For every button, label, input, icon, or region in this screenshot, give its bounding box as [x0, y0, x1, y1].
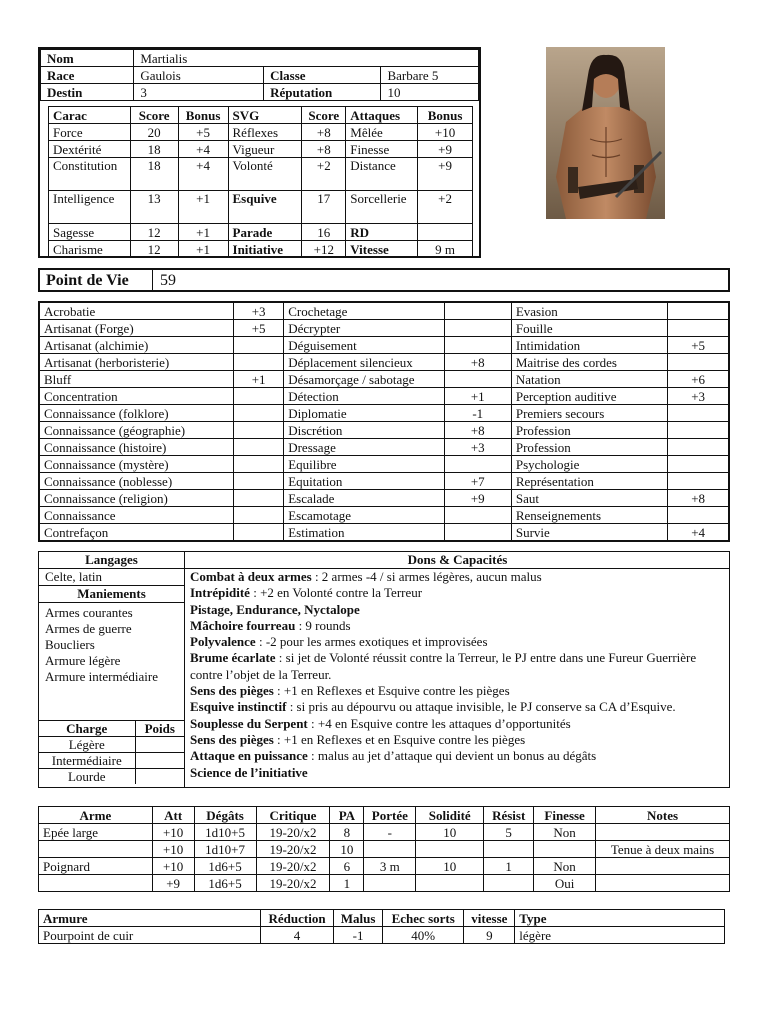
skill-row [39, 405, 729, 422]
carac-bonus: +1 [178, 241, 228, 258]
skill-name: Représentation [511, 473, 667, 490]
skill-value: +4 [668, 524, 729, 542]
weapon-cell: 10 [416, 824, 484, 841]
skill-name: Déguisement [284, 337, 444, 354]
carac-name: Force [49, 124, 131, 141]
stats-row [49, 224, 473, 241]
skill-value [444, 320, 511, 337]
charge-level: Légère [39, 737, 135, 753]
svg-score: +8 [302, 141, 346, 158]
weapon-cell: 19-20/x2 [256, 858, 330, 875]
skill-value: +9 [444, 490, 511, 507]
skill-value [444, 507, 511, 524]
carac-name: Sagesse [49, 224, 131, 241]
skill-value [668, 456, 729, 473]
armor-header: Réduction [260, 910, 333, 927]
skill-value [234, 422, 284, 439]
svg-score: 17 [302, 191, 346, 224]
weapon-cell: 5 [484, 824, 534, 841]
weapon-cell [416, 875, 484, 892]
skill-value: +5 [668, 337, 729, 354]
armor-cell: Pourpoint de cuir [39, 927, 261, 944]
skill-name: Estimation [284, 524, 444, 542]
weapon-cell: 1d10+7 [194, 841, 256, 858]
feat-name: Intrépidité [190, 585, 250, 601]
attack-bonus: +10 [418, 124, 473, 141]
feat-item [185, 683, 730, 699]
armor-header: vitesse [464, 910, 515, 927]
hit-points-value: 59 [160, 272, 176, 289]
carac-score: 12 [130, 241, 178, 258]
skill-value: +3 [444, 439, 511, 456]
weapon-header: Finesse [534, 807, 596, 824]
skill-name: Dressage [284, 439, 444, 456]
feat-description: : si jet de Volonté réussit contre la Terreur, le PJ entre dans une Fureur Guerrière contre l’objet de la Terreur. [190, 650, 697, 682]
weapon-row [39, 875, 730, 892]
armor-cell: 9 [464, 927, 515, 944]
stats-table [48, 106, 473, 258]
skill-name: Artisanat (alchimie) [39, 337, 234, 354]
svg-score: 16 [302, 224, 346, 241]
charge-level: Lourde [39, 769, 135, 785]
armor-cell: 4 [260, 927, 333, 944]
weapon-cell: +10 [152, 858, 194, 875]
skill-row [39, 490, 729, 507]
armor-header: Type [515, 910, 725, 927]
carac-bonus: +4 [178, 158, 228, 191]
skill-name: Artisanat (Forge) [39, 320, 234, 337]
nom-label: Nom [41, 50, 134, 67]
skill-row [39, 320, 729, 337]
reputation-value: 10 [381, 84, 479, 101]
weapon-cell: 1 [330, 875, 364, 892]
attack-bonus: 9 m [418, 241, 473, 258]
weapon-cell [534, 841, 596, 858]
weapon-cell [416, 841, 484, 858]
feats-header: Dons & Capacités [185, 552, 730, 569]
armor-cell: 40% [383, 927, 464, 944]
skill-value [234, 507, 284, 524]
skill-value [668, 473, 729, 490]
poids-header: Poids [135, 721, 184, 737]
skill-row [39, 422, 729, 439]
skill-value: -1 [444, 405, 511, 422]
charge-weight [135, 737, 184, 753]
weapon-row [39, 858, 730, 875]
weapon-cell: +9 [152, 875, 194, 892]
skill-value [668, 320, 729, 337]
svg-score: +8 [302, 124, 346, 141]
attack-name: Finesse [346, 141, 418, 158]
weapon-cell [484, 841, 534, 858]
feats-list [185, 569, 730, 781]
attack-bonus: +9 [418, 158, 473, 191]
svg-name: Parade [228, 224, 302, 241]
skill-value [444, 524, 511, 542]
weapon-cell [39, 841, 153, 858]
destin-label: Destin [41, 84, 134, 101]
hit-points-label: Point de Vie [46, 272, 129, 289]
stats-header: Score [302, 107, 346, 124]
skill-name: Psychologie [511, 456, 667, 473]
languages-column [39, 552, 185, 787]
skill-value: +3 [234, 302, 284, 320]
stats-header: Bonus [418, 107, 473, 124]
skills-table [38, 301, 730, 542]
stats-header: Carac [49, 107, 131, 124]
carac-score: 20 [130, 124, 178, 141]
skill-name: Evasion [511, 302, 667, 320]
armor-header: Echec sorts [383, 910, 464, 927]
skill-name: Escalade [284, 490, 444, 507]
maniement-item: Boucliers [45, 637, 95, 652]
skill-name: Natation [511, 371, 667, 388]
skill-value [234, 524, 284, 542]
stats-row [49, 124, 473, 141]
attack-name: Sorcellerie [346, 191, 418, 224]
classe-label: Classe [264, 67, 381, 84]
skill-name: Concentration [39, 388, 234, 405]
stats-header: SVG [228, 107, 302, 124]
weapon-row [39, 841, 730, 858]
skill-name: Saut [511, 490, 667, 507]
attack-name: Vitesse [346, 241, 418, 258]
feat-name: Pistage, Endurance, Nyctalope [190, 601, 360, 617]
carac-name: Dextérité [49, 141, 131, 158]
character-portrait [546, 47, 665, 219]
identity-block [38, 47, 481, 258]
svg-score: +2 [302, 158, 346, 191]
weapon-header: Solidité [416, 807, 484, 824]
skill-name: Connaissance (religion) [39, 490, 234, 507]
weapon-cell [484, 875, 534, 892]
skill-name: Bluff [39, 371, 234, 388]
skill-name: Connaissance (histoire) [39, 439, 234, 456]
svg-name: Esquive [228, 191, 302, 224]
weapon-cell [596, 824, 730, 841]
feat-item [185, 618, 730, 634]
attack-bonus [418, 224, 473, 241]
carac-bonus: +1 [178, 224, 228, 241]
feat-item [185, 569, 730, 585]
charge-header: Charge [39, 721, 135, 737]
weapon-cell: Poignard [39, 858, 153, 875]
feat-name: Esquive instinctif [190, 699, 287, 715]
weapon-cell: 1d6+5 [194, 858, 256, 875]
skill-name: Profession [511, 439, 667, 456]
feat-description: : +4 en Esquive contre les attaques d’opportunités [307, 715, 571, 731]
feat-description: : +1 en Reflexes et en Esquive contre les pièges [273, 731, 526, 747]
skill-name: Diplomatie [284, 405, 444, 422]
weapons-table [38, 806, 730, 892]
skill-value: +3 [668, 388, 729, 405]
armor-header: Armure [39, 910, 261, 927]
skill-value [668, 507, 729, 524]
weapon-cell: Non [534, 824, 596, 841]
stats-row [49, 191, 473, 224]
weapon-header: Portée [364, 807, 416, 824]
charge-weight [135, 769, 184, 785]
skill-name: Connaissance (géographie) [39, 422, 234, 439]
skill-name: Premiers secours [511, 405, 667, 422]
skill-name: Connaissance (folklore) [39, 405, 234, 422]
race-label: Race [41, 67, 134, 84]
identity-table [40, 49, 479, 101]
weapon-cell: 19-20/x2 [256, 875, 330, 892]
weapon-cell: +10 [152, 824, 194, 841]
skill-name: Intimidation [511, 337, 667, 354]
weapon-header: PA [330, 807, 364, 824]
feats-column [185, 552, 730, 787]
hit-points-bar [38, 268, 730, 292]
stats-row [49, 241, 473, 258]
skill-value [668, 405, 729, 422]
weapon-cell: 10 [330, 841, 364, 858]
weapon-cell: 10 [416, 858, 484, 875]
feat-item [185, 699, 730, 715]
weapon-row [39, 824, 730, 841]
weapon-cell: 3 m [364, 858, 416, 875]
skill-name: Connaissance (mystère) [39, 456, 234, 473]
feat-name: Brume écarlate [190, 650, 276, 666]
skill-name: Désamorçage / sabotage [284, 371, 444, 388]
weapon-cell: 19-20/x2 [256, 824, 330, 841]
skill-name: Survie [511, 524, 667, 542]
attack-name: Distance [346, 158, 418, 191]
weapon-cell [596, 875, 730, 892]
languages-value: Celte, latin [39, 569, 184, 586]
skill-name: Contrefaçon [39, 524, 234, 542]
maniement-item: Armes de guerre [45, 621, 132, 636]
skill-row [39, 302, 729, 320]
weapon-cell: Tenue à deux mains [596, 841, 730, 858]
carac-score: 13 [130, 191, 178, 224]
feat-name: Mâchoire fourreau [190, 617, 296, 633]
skill-name: Maitrise des cordes [511, 354, 667, 371]
skill-value: +7 [444, 473, 511, 490]
maniements-header: Maniements [39, 586, 184, 603]
weapon-header: Arme [39, 807, 153, 824]
armor-table [38, 909, 725, 944]
carac-name: Constitution [49, 158, 131, 191]
skill-row [39, 439, 729, 456]
skill-value [234, 439, 284, 456]
carac-bonus: +1 [178, 191, 228, 224]
feat-name: Sens des pièges [190, 683, 274, 699]
carac-bonus: +4 [178, 141, 228, 158]
skill-value: +6 [668, 371, 729, 388]
skill-value [444, 456, 511, 473]
skill-value [444, 337, 511, 354]
skill-value [668, 422, 729, 439]
feat-name: Science de l’initiative [190, 764, 308, 780]
languages-feats-block [38, 551, 730, 788]
maniement-item: Armure intermédiaire [45, 669, 158, 684]
skill-name: Déplacement silencieux [284, 354, 444, 371]
stats-header: Bonus [178, 107, 228, 124]
armor-header: Malus [334, 910, 383, 927]
skill-row [39, 371, 729, 388]
feat-description: : si pris au dépourvu ou attaque invisible, le PJ conserve sa CA d’Esquive. [286, 699, 676, 715]
weapon-cell [596, 858, 730, 875]
feat-name: Polyvalence [190, 634, 256, 650]
skill-value: +1 [234, 371, 284, 388]
skill-row [39, 507, 729, 524]
skill-value [234, 490, 284, 507]
weapon-cell: Non [534, 858, 596, 875]
skill-row [39, 473, 729, 490]
feat-description: : malus au jet d’attaque qui devient un bonus au dégâts [307, 748, 597, 764]
feat-item [185, 765, 730, 781]
hit-points-divider [152, 270, 153, 290]
skill-value [234, 473, 284, 490]
skill-value [668, 302, 729, 320]
skill-name: Equilibre [284, 456, 444, 473]
attack-name: Mêlée [346, 124, 418, 141]
charge-weight [135, 753, 184, 769]
weapon-cell: Oui [534, 875, 596, 892]
skill-value [234, 405, 284, 422]
weapon-cell: 8 [330, 824, 364, 841]
carac-score: 18 [130, 141, 178, 158]
stats-header: Score [130, 107, 178, 124]
weapon-cell [364, 875, 416, 892]
skill-value: +8 [444, 422, 511, 439]
maniement-item: Armes courantes [45, 605, 133, 620]
reputation-label: Réputation [264, 84, 381, 101]
skill-value: +5 [234, 320, 284, 337]
weapon-cell: 19-20/x2 [256, 841, 330, 858]
svg-name: Initiative [228, 241, 302, 258]
feat-item [185, 634, 730, 650]
skill-name: Crochetage [284, 302, 444, 320]
skill-row [39, 337, 729, 354]
weapon-cell [39, 875, 153, 892]
stats-row [49, 141, 473, 158]
attack-bonus: +2 [418, 191, 473, 224]
feat-item [185, 732, 730, 748]
skill-name: Connaissance (noblesse) [39, 473, 234, 490]
skill-name: Perception auditive [511, 388, 667, 405]
skill-name: Escamotage [284, 507, 444, 524]
skill-row [39, 354, 729, 371]
carac-score: 18 [130, 158, 178, 191]
skill-name: Discrétion [284, 422, 444, 439]
skill-name: Fouille [511, 320, 667, 337]
skill-name: Profession [511, 422, 667, 439]
skill-name: Renseignements [511, 507, 667, 524]
maniement-item: Armure légère [45, 653, 121, 668]
feat-description: : 2 armes -4 / si armes légères, aucun malus [311, 569, 542, 584]
weapon-cell: 1 [484, 858, 534, 875]
languages-header: Langages [39, 552, 184, 569]
skill-name: Acrobatie [39, 302, 234, 320]
skill-name: Equitation [284, 473, 444, 490]
feat-description: : +2 en Volonté contre la Terreur [249, 585, 423, 601]
skill-name: Décrypter [284, 320, 444, 337]
feat-item [185, 585, 730, 601]
svg-name: Volonté [228, 158, 302, 191]
svg-name: Réflexes [228, 124, 302, 141]
skill-row [39, 388, 729, 405]
skill-name: Connaissance [39, 507, 234, 524]
skill-value: +1 [444, 388, 511, 405]
feat-item [185, 650, 730, 683]
destin-value: 3 [134, 84, 264, 101]
skill-value [444, 302, 511, 320]
svg-name: Vigueur [228, 141, 302, 158]
skill-row [39, 524, 729, 542]
carac-name: Charisme [49, 241, 131, 258]
carac-score: 12 [130, 224, 178, 241]
feat-name: Attaque en puissance [190, 748, 308, 764]
skill-value [234, 456, 284, 473]
skill-value [668, 354, 729, 371]
feat-name: Combat à deux armes [190, 569, 312, 584]
nom-value: Martialis [134, 50, 479, 67]
weapon-cell [364, 841, 416, 858]
feat-name: Souplesse du Serpent [190, 715, 308, 731]
armor-cell: -1 [334, 927, 383, 944]
svg-score: +12 [302, 241, 346, 258]
weapon-cell: Epée large [39, 824, 153, 841]
carac-bonus: +5 [178, 124, 228, 141]
stats-row [49, 158, 473, 191]
charge-table [39, 720, 184, 784]
weapon-cell: 6 [330, 858, 364, 875]
skill-value [444, 371, 511, 388]
feat-description: : 9 rounds [295, 617, 351, 633]
weapon-header: Att [152, 807, 194, 824]
weapon-cell: 1d10+5 [194, 824, 256, 841]
skill-name: Artisanat (herboristerie) [39, 354, 234, 371]
charge-level: Intermédiaire [39, 753, 135, 769]
feat-item [185, 716, 730, 732]
skill-value [234, 354, 284, 371]
skill-name: Détection [284, 388, 444, 405]
classe-value: Barbare 5 [381, 67, 479, 84]
skill-value: +8 [444, 354, 511, 371]
skill-value [668, 439, 729, 456]
armor-cell: légère [515, 927, 725, 944]
weapon-header: Notes [596, 807, 730, 824]
feat-description: : -2 pour les armes exotiques et improvisées [255, 634, 488, 650]
stats-header: Attaques [346, 107, 418, 124]
feat-item [185, 748, 730, 764]
attack-bonus: +9 [418, 141, 473, 158]
attack-name: RD [346, 224, 418, 241]
skill-row [39, 456, 729, 473]
skill-value: +8 [668, 490, 729, 507]
weapon-header: Critique [256, 807, 330, 824]
weapon-header: Dégâts [194, 807, 256, 824]
feat-description: : +1 en Reflexes et Esquive contre les pièges [273, 683, 510, 699]
race-value: Gaulois [134, 67, 264, 84]
carac-name: Intelligence [49, 191, 131, 224]
skill-value [234, 388, 284, 405]
feat-name: Sens des pièges [190, 731, 274, 747]
weapon-cell: - [364, 824, 416, 841]
weapon-cell: +10 [152, 841, 194, 858]
weapon-cell: 1d6+5 [194, 875, 256, 892]
feat-item [185, 602, 730, 618]
skill-value [234, 337, 284, 354]
weapon-header: Résist [484, 807, 534, 824]
